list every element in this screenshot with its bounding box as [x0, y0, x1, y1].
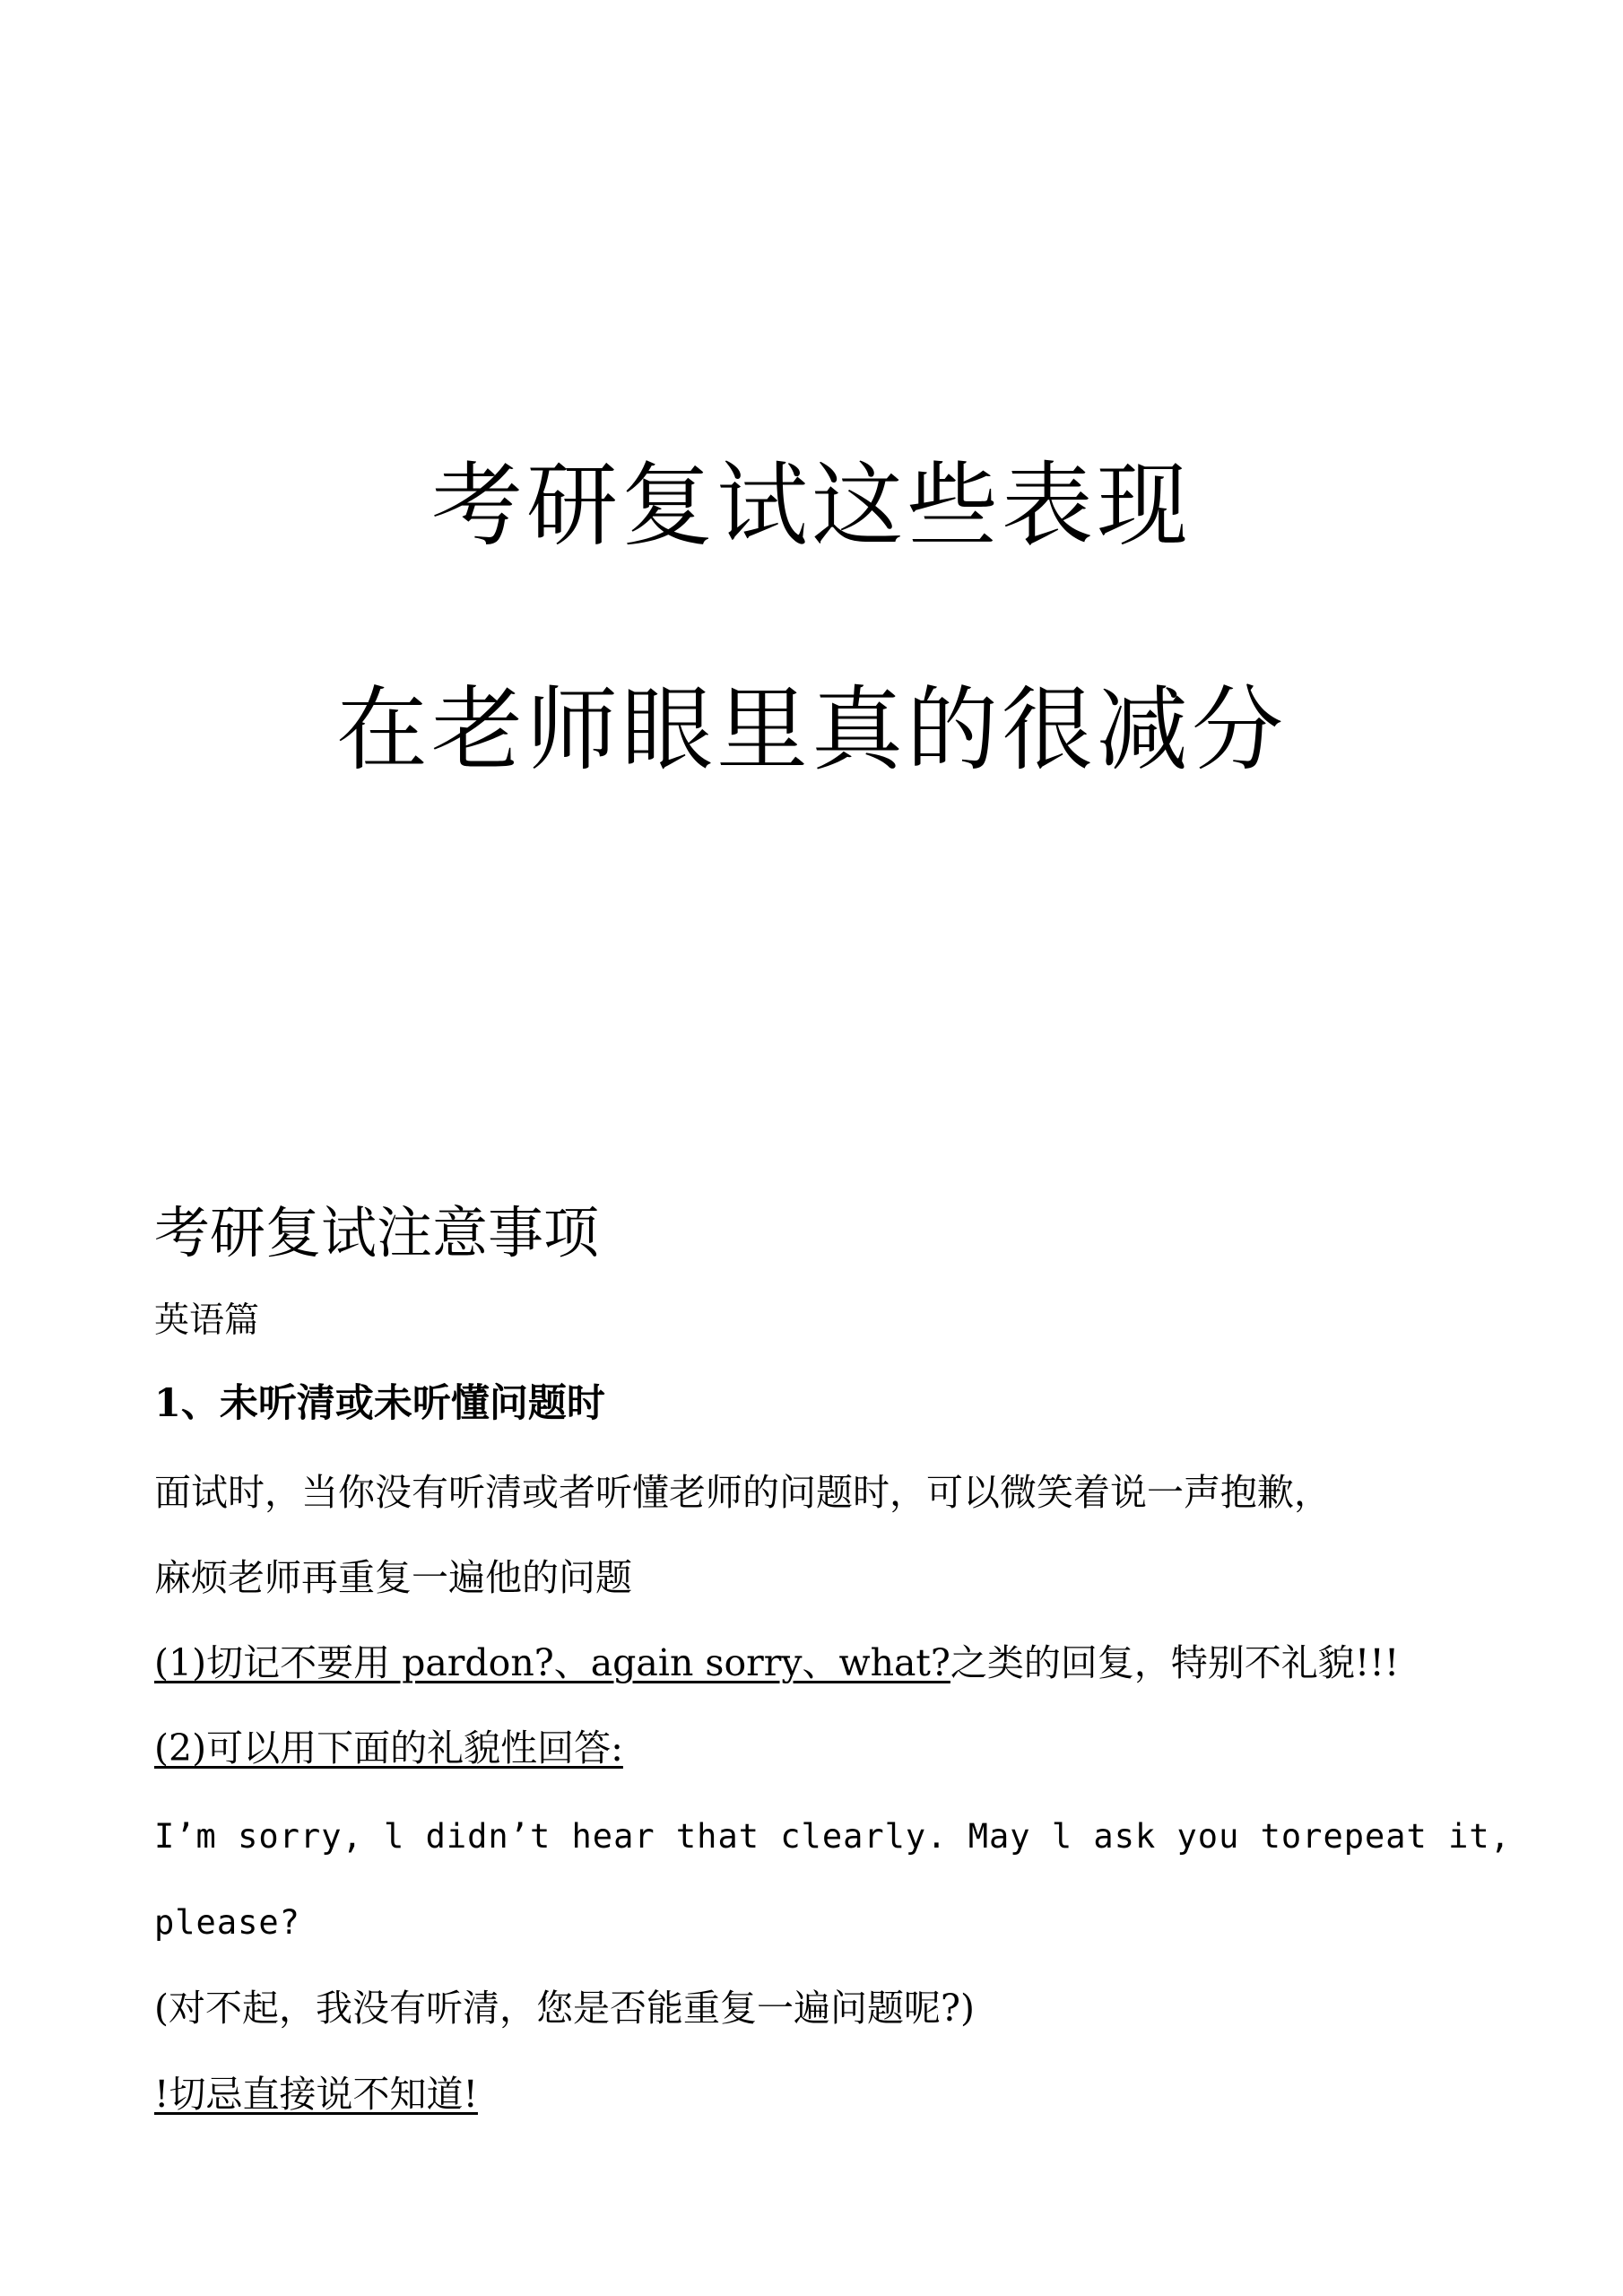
- cover-title-line-2: 在老师眼里真的很减分: [336, 677, 1287, 784]
- item-heading: 1、未听清或未听懂问题时: [154, 1381, 605, 1426]
- rule-1-underlined: (1)切记不要用 pardon?、again sorry、what?: [154, 1641, 950, 1684]
- section-title: 考研复试注意事项: [154, 1200, 600, 1265]
- paragraph-line: 面试时，当你没有听清或者听懂老师的问题时，可以微笑着说一声抱歉，: [154, 1471, 1331, 1514]
- warning-underlined: !切忌直接说不知道!: [154, 2073, 478, 2116]
- subsection-label: 英语篇: [154, 1300, 260, 1341]
- translation-line: (对不起，我没有听清，您是否能重复一遍问题呢?): [154, 1987, 975, 2030]
- cover-title-line-1: 考研复试这些表现: [431, 453, 1192, 560]
- warning-line: [154, 2071, 478, 2118]
- english-response-line: please?: [154, 1903, 300, 1942]
- english-response-line: I’m sorry, l didn’t hear that clearly. May l ask you torepeat it,: [154, 1817, 1511, 1856]
- rule-2-underlined: (2)可以用下面的礼貌性回答:: [154, 1726, 623, 1770]
- rule-1: [154, 1639, 1399, 1686]
- rule-2: [154, 1725, 623, 1771]
- paragraph-line: 麻烦老师再重复一遍他的问题: [154, 1556, 632, 1599]
- rule-1-plain: 之类的回复，特别不礼貌!!!: [950, 1641, 1400, 1684]
